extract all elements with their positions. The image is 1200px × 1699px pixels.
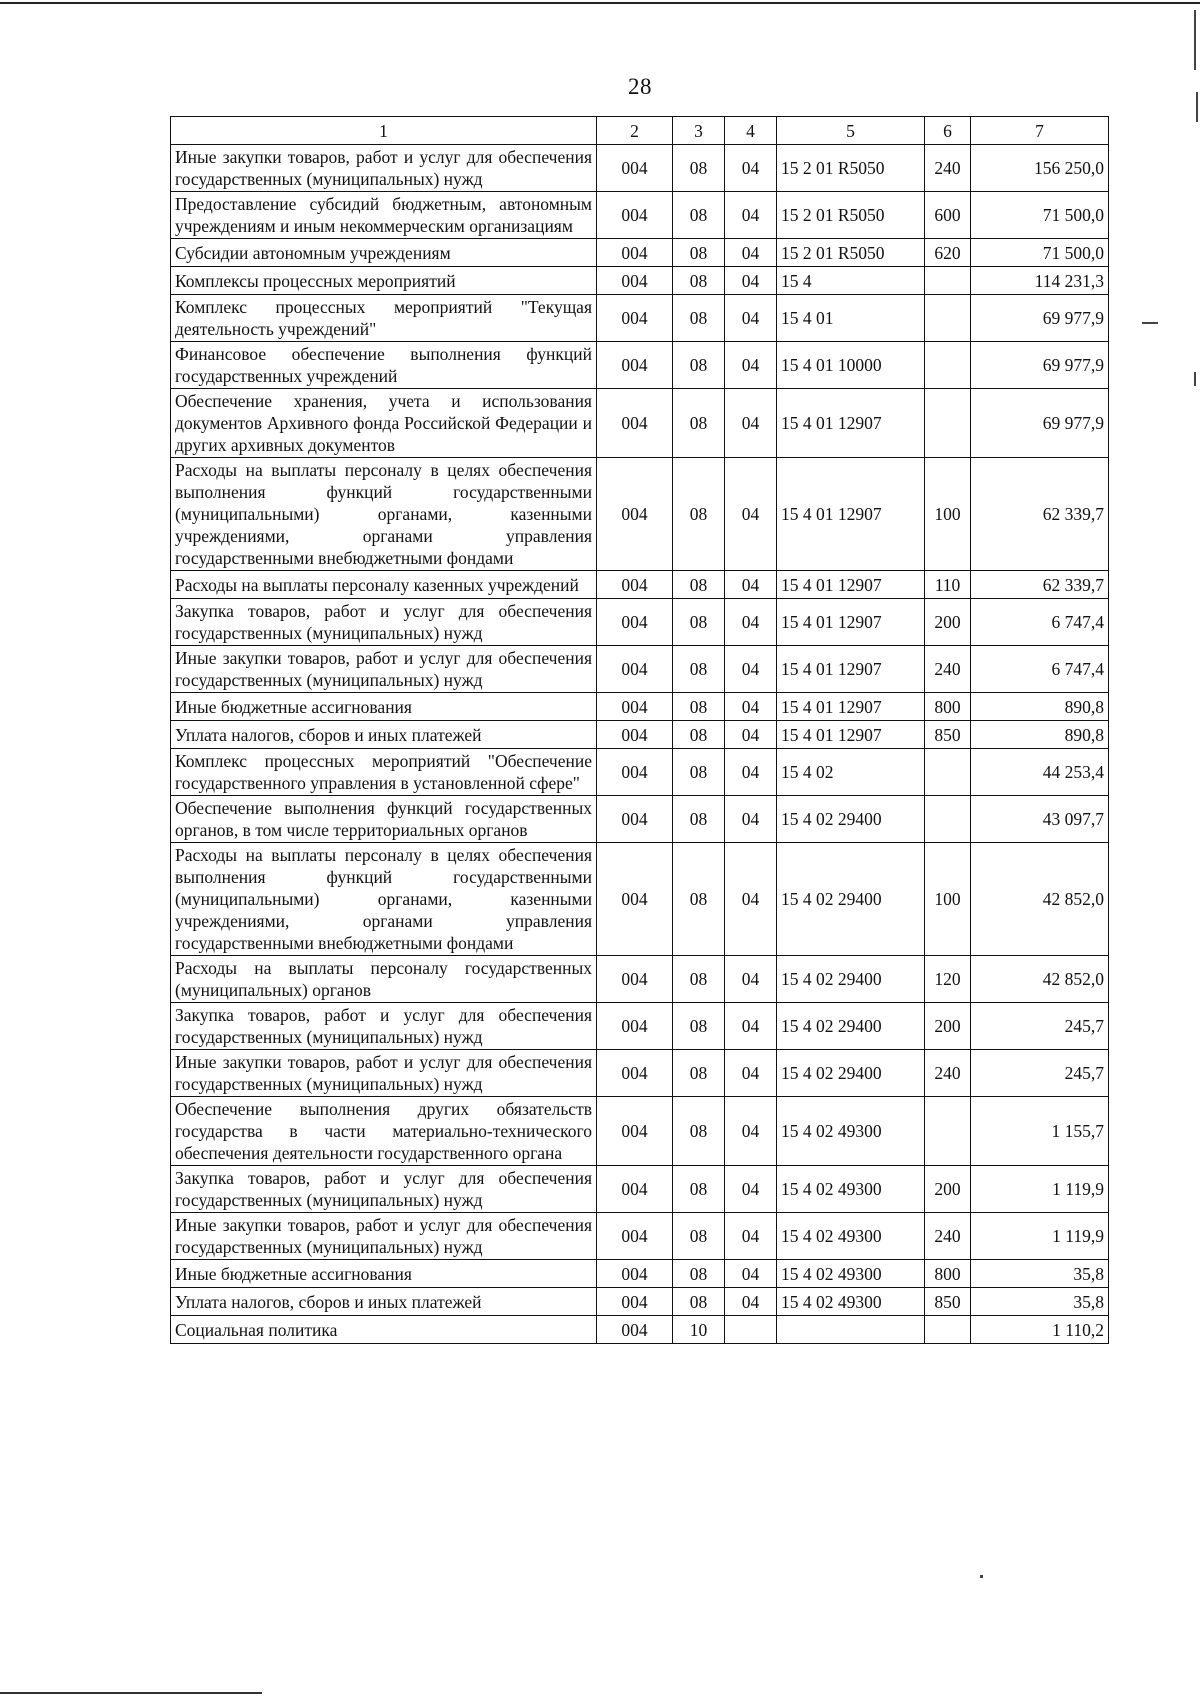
target-article-cell: 15 4 01 12907 (777, 389, 925, 458)
column-header: 6 (925, 117, 971, 145)
table-row (171, 843, 1109, 956)
subsection-code-cell: 04 (725, 646, 777, 693)
section-code-cell: 08 (673, 145, 725, 192)
ministry-code-cell: 004 (597, 342, 673, 389)
ministry-code-cell: 004 (597, 721, 673, 749)
amount-cell: 44 253,4 (971, 749, 1109, 796)
table-row (171, 145, 1109, 192)
section-code-cell: 08 (673, 646, 725, 693)
subsection-code-cell: 04 (725, 1166, 777, 1213)
ministry-code-cell: 004 (597, 1288, 673, 1316)
section-code-cell: 08 (673, 1213, 725, 1260)
target-article-cell: 15 4 02 49300 (777, 1213, 925, 1260)
expense-type-cell: 800 (925, 693, 971, 721)
scan-bottom-edge (0, 1692, 262, 1694)
column-header: 2 (597, 117, 673, 145)
ministry-code-cell: 004 (597, 956, 673, 1003)
expense-type-cell (925, 342, 971, 389)
amount-cell: 35,8 (971, 1260, 1109, 1288)
expense-name-cell: Социальная политика (171, 1316, 597, 1344)
amount-cell: 114 231,3 (971, 267, 1109, 295)
section-code-cell: 08 (673, 693, 725, 721)
table-row (171, 1213, 1109, 1260)
ministry-code-cell: 004 (597, 749, 673, 796)
expense-name-cell: Финансовое обеспечение выполнения функций государственных учреждений (171, 342, 597, 389)
ministry-code-cell: 004 (597, 1166, 673, 1213)
section-code-cell: 08 (673, 1288, 725, 1316)
expense-name-cell: Комплексы процессных мероприятий (171, 267, 597, 295)
budget-table (170, 116, 1109, 1344)
subsection-code-cell: 04 (725, 239, 777, 267)
subsection-code-cell (725, 1316, 777, 1344)
expense-name-cell: Предоставление субсидий бюджетным, автономным учреждениям и иным некоммерческим организациям (171, 192, 597, 239)
subsection-code-cell: 04 (725, 693, 777, 721)
amount-cell: 245,7 (971, 1003, 1109, 1050)
target-article-cell: 15 4 02 49300 (777, 1097, 925, 1166)
expense-type-cell (925, 1316, 971, 1344)
expense-type-cell: 100 (925, 843, 971, 956)
expense-name-cell: Расходы на выплаты персоналу государственных (муниципальных) органов (171, 956, 597, 1003)
column-header: 4 (725, 117, 777, 145)
amount-cell: 245,7 (971, 1050, 1109, 1097)
expense-type-cell: 120 (925, 956, 971, 1003)
table-row (171, 342, 1109, 389)
target-article-cell: 15 4 01 12907 (777, 599, 925, 646)
subsection-code-cell: 04 (725, 571, 777, 599)
amount-cell: 69 977,9 (971, 295, 1109, 342)
subsection-code-cell: 04 (725, 956, 777, 1003)
target-article-cell: 15 4 02 49300 (777, 1288, 925, 1316)
expense-type-cell: 110 (925, 571, 971, 599)
amount-cell: 43 097,7 (971, 796, 1109, 843)
target-article-cell: 15 4 02 (777, 749, 925, 796)
section-code-cell: 08 (673, 389, 725, 458)
subsection-code-cell: 04 (725, 721, 777, 749)
expense-type-cell: 850 (925, 721, 971, 749)
amount-cell: 1 110,2 (971, 1316, 1109, 1344)
expense-name-cell: Уплата налогов, сборов и иных платежей (171, 1288, 597, 1316)
expense-type-cell: 240 (925, 646, 971, 693)
amount-cell: 890,8 (971, 721, 1109, 749)
expense-name-cell: Закупка товаров, работ и услуг для обеспечения государственных (муниципальных) нужд (171, 1003, 597, 1050)
ministry-code-cell: 004 (597, 267, 673, 295)
target-article-cell: 15 4 02 49300 (777, 1166, 925, 1213)
subsection-code-cell: 04 (725, 1260, 777, 1288)
expense-name-cell: Расходы на выплаты персоналу в целях обеспечения выполнения функций государственными (муниципальными) органами, казенными учреждениями, органами управления государственными внебюджетными фондами (171, 843, 597, 956)
subsection-code-cell: 04 (725, 599, 777, 646)
expense-type-cell: 850 (925, 1288, 971, 1316)
ministry-code-cell: 004 (597, 192, 673, 239)
table-row (171, 749, 1109, 796)
section-code-cell: 08 (673, 796, 725, 843)
table-row (171, 267, 1109, 295)
section-code-cell: 08 (673, 458, 725, 571)
expense-type-cell (925, 1097, 971, 1166)
amount-cell: 62 339,7 (971, 571, 1109, 599)
scan-speck (980, 1575, 983, 1578)
subsection-code-cell: 04 (725, 843, 777, 956)
section-code-cell: 08 (673, 267, 725, 295)
section-code-cell: 08 (673, 1260, 725, 1288)
table-row (171, 1316, 1109, 1344)
amount-cell: 6 747,4 (971, 599, 1109, 646)
section-code-cell: 08 (673, 342, 725, 389)
section-code-cell: 08 (673, 721, 725, 749)
expense-type-cell: 200 (925, 1166, 971, 1213)
expense-type-cell: 800 (925, 1260, 971, 1288)
expense-type-cell: 240 (925, 1050, 971, 1097)
target-article-cell (777, 1316, 925, 1344)
table-row (171, 721, 1109, 749)
target-article-cell: 15 2 01 R5050 (777, 145, 925, 192)
amount-cell: 69 977,9 (971, 342, 1109, 389)
section-code-cell: 08 (673, 1003, 725, 1050)
subsection-code-cell: 04 (725, 267, 777, 295)
ministry-code-cell: 004 (597, 1316, 673, 1344)
column-header: 7 (971, 117, 1109, 145)
ministry-code-cell: 004 (597, 239, 673, 267)
section-code-cell: 08 (673, 956, 725, 1003)
expense-type-cell (925, 749, 971, 796)
subsection-code-cell: 04 (725, 192, 777, 239)
table-header-row (171, 117, 1109, 145)
target-article-cell: 15 4 01 12907 (777, 721, 925, 749)
ministry-code-cell: 004 (597, 599, 673, 646)
expense-name-cell: Обеспечение хранения, учета и использования документов Архивного фонда Российской Федерации и других архивных документов (171, 389, 597, 458)
section-code-cell: 08 (673, 599, 725, 646)
subsection-code-cell: 04 (725, 1288, 777, 1316)
expense-type-cell (925, 267, 971, 295)
amount-cell: 71 500,0 (971, 192, 1109, 239)
subsection-code-cell: 04 (725, 1097, 777, 1166)
expense-type-cell: 200 (925, 1003, 971, 1050)
target-article-cell: 15 4 02 29400 (777, 1003, 925, 1050)
section-code-cell: 08 (673, 192, 725, 239)
expense-name-cell: Закупка товаров, работ и услуг для обеспечения государственных (муниципальных) нужд (171, 599, 597, 646)
amount-cell: 1 155,7 (971, 1097, 1109, 1166)
scan-edge-mark (1194, 10, 1196, 70)
subsection-code-cell: 04 (725, 1213, 777, 1260)
ministry-code-cell: 004 (597, 1003, 673, 1050)
section-code-cell: 08 (673, 571, 725, 599)
page-number: 28 (628, 74, 652, 99)
table-row (171, 1003, 1109, 1050)
table-row (171, 192, 1109, 239)
amount-cell: 156 250,0 (971, 145, 1109, 192)
expense-type-cell (925, 389, 971, 458)
expense-name-cell: Иные закупки товаров, работ и услуг для обеспечения государственных (муниципальных) нужд (171, 646, 597, 693)
subsection-code-cell: 04 (725, 796, 777, 843)
amount-cell: 62 339,7 (971, 458, 1109, 571)
table-row (171, 295, 1109, 342)
scan-top-edge (0, 2, 1200, 4)
target-article-cell: 15 4 01 12907 (777, 646, 925, 693)
target-article-cell: 15 4 02 29400 (777, 956, 925, 1003)
section-code-cell: 08 (673, 239, 725, 267)
subsection-code-cell: 04 (725, 342, 777, 389)
table-row (171, 1166, 1109, 1213)
expense-name-cell: Закупка товаров, работ и услуг для обеспечения государственных (муниципальных) нужд (171, 1166, 597, 1213)
table-row (171, 693, 1109, 721)
target-article-cell: 15 2 01 R5050 (777, 239, 925, 267)
table-row (171, 239, 1109, 267)
amount-cell: 1 119,9 (971, 1213, 1109, 1260)
target-article-cell: 15 4 02 29400 (777, 796, 925, 843)
column-header: 3 (673, 117, 725, 145)
expense-type-cell: 240 (925, 145, 971, 192)
target-article-cell: 15 4 01 (777, 295, 925, 342)
ministry-code-cell: 004 (597, 796, 673, 843)
ministry-code-cell: 004 (597, 571, 673, 599)
target-article-cell: 15 4 (777, 267, 925, 295)
table-row (171, 646, 1109, 693)
table-row (171, 956, 1109, 1003)
expense-type-cell: 200 (925, 599, 971, 646)
expense-name-cell: Комплекс процессных мероприятий "Текущая деятельность учреждений" (171, 295, 597, 342)
section-code-cell: 10 (673, 1316, 725, 1344)
scan-edge-mark (1194, 372, 1196, 386)
amount-cell: 6 747,4 (971, 646, 1109, 693)
amount-cell: 42 852,0 (971, 956, 1109, 1003)
column-header: 5 (777, 117, 925, 145)
table-body (171, 145, 1109, 1344)
expense-name-cell: Иные закупки товаров, работ и услуг для обеспечения государственных (муниципальных) нужд (171, 1050, 597, 1097)
expense-name-cell: Иные закупки товаров, работ и услуг для обеспечения государственных (муниципальных) нужд (171, 145, 597, 192)
section-code-cell: 08 (673, 749, 725, 796)
expense-name-cell: Иные бюджетные ассигнования (171, 1260, 597, 1288)
table-row (171, 389, 1109, 458)
expense-name-cell: Иные закупки товаров, работ и услуг для обеспечения государственных (муниципальных) нужд (171, 1213, 597, 1260)
expense-name-cell: Обеспечение выполнения других обязательств государства в части материально-технического обеспечения деятельности государственного органа (171, 1097, 597, 1166)
table-row (171, 1288, 1109, 1316)
table-row (171, 1050, 1109, 1097)
expense-type-cell: 240 (925, 1213, 971, 1260)
expense-name-cell: Расходы на выплаты персоналу казенных учреждений (171, 571, 597, 599)
subsection-code-cell: 04 (725, 458, 777, 571)
ministry-code-cell: 004 (597, 646, 673, 693)
target-article-cell: 15 4 01 12907 (777, 458, 925, 571)
target-article-cell: 15 4 01 12907 (777, 693, 925, 721)
amount-cell: 71 500,0 (971, 239, 1109, 267)
amount-cell: 1 119,9 (971, 1166, 1109, 1213)
section-code-cell: 08 (673, 1050, 725, 1097)
section-code-cell: 08 (673, 1166, 725, 1213)
expense-name-cell: Комплекс процессных мероприятий "Обеспечение государственного управления в установленной сфере" (171, 749, 597, 796)
section-code-cell: 08 (673, 295, 725, 342)
ministry-code-cell: 004 (597, 1260, 673, 1288)
ministry-code-cell: 004 (597, 1050, 673, 1097)
ministry-code-cell: 004 (597, 843, 673, 956)
subsection-code-cell: 04 (725, 1050, 777, 1097)
ministry-code-cell: 004 (597, 145, 673, 192)
amount-cell: 35,8 (971, 1288, 1109, 1316)
expense-type-cell (925, 796, 971, 843)
expense-name-cell: Обеспечение выполнения функций государственных органов, в том числе территориальных органов (171, 796, 597, 843)
table-row (171, 571, 1109, 599)
subsection-code-cell: 04 (725, 1003, 777, 1050)
section-code-cell: 08 (673, 843, 725, 956)
expense-type-cell: 620 (925, 239, 971, 267)
target-article-cell: 15 2 01 R5050 (777, 192, 925, 239)
ministry-code-cell: 004 (597, 295, 673, 342)
subsection-code-cell: 04 (725, 749, 777, 796)
table-row (171, 458, 1109, 571)
target-article-cell: 15 4 01 12907 (777, 571, 925, 599)
column-header: 1 (171, 117, 597, 145)
target-article-cell: 15 4 02 29400 (777, 843, 925, 956)
table-row (171, 796, 1109, 843)
target-article-cell: 15 4 01 10000 (777, 342, 925, 389)
subsection-code-cell: 04 (725, 295, 777, 342)
ministry-code-cell: 004 (597, 458, 673, 571)
expense-name-cell: Иные бюджетные ассигнования (171, 693, 597, 721)
scan-edge-mark (1142, 322, 1158, 324)
ministry-code-cell: 004 (597, 693, 673, 721)
expense-name-cell: Расходы на выплаты персоналу в целях обеспечения выполнения функций государственными (муниципальными) органами, казенными учреждениями, органами управления государственными внебюджетными фондами (171, 458, 597, 571)
subsection-code-cell: 04 (725, 389, 777, 458)
table-row (171, 1097, 1109, 1166)
table-row (171, 1260, 1109, 1288)
subsection-code-cell: 04 (725, 145, 777, 192)
target-article-cell: 15 4 02 29400 (777, 1050, 925, 1097)
ministry-code-cell: 004 (597, 1213, 673, 1260)
expense-name-cell: Субсидии автономным учреждениям (171, 239, 597, 267)
table-row (171, 599, 1109, 646)
ministry-code-cell: 004 (597, 1097, 673, 1166)
expense-type-cell (925, 295, 971, 342)
expense-type-cell: 100 (925, 458, 971, 571)
amount-cell: 69 977,9 (971, 389, 1109, 458)
expense-type-cell: 600 (925, 192, 971, 239)
section-code-cell: 08 (673, 1097, 725, 1166)
amount-cell: 890,8 (971, 693, 1109, 721)
expense-name-cell: Уплата налогов, сборов и иных платежей (171, 721, 597, 749)
ministry-code-cell: 004 (597, 389, 673, 458)
target-article-cell: 15 4 02 49300 (777, 1260, 925, 1288)
amount-cell: 42 852,0 (971, 843, 1109, 956)
